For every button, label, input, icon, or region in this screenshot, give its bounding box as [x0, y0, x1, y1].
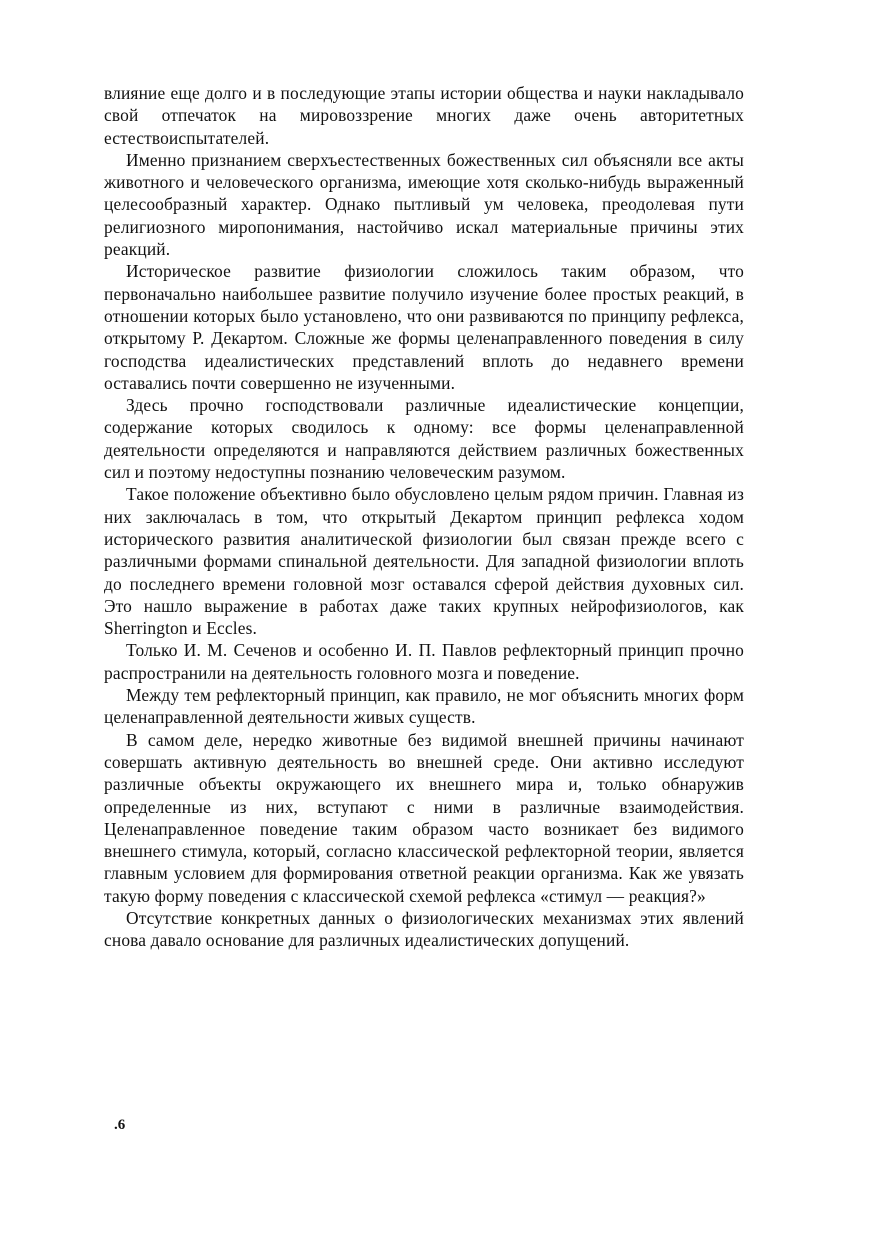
paragraph-2: Именно признанием сверхъестественных божественных сил объясняли все акты животного и человеческого организма, имеющие хотя сколько-нибудь выраженный целесообразный характер. Однако пытливый ум человека, преодолевая пути религиозного миропонимания, настойчиво искал материальные причины этих реакций. [104, 149, 744, 260]
paragraph-4: Здесь прочно господствовали различные идеалистические концепции, содержание которых сводилось к одному: все формы целенаправленной деятельности определяются и направляются действием различных божественных сил и поэтому недоступны познанию человеческим разумом. [104, 395, 744, 483]
page-number: .6 [114, 1117, 126, 1133]
paragraph-6: Только И. М. Сеченов и особенно И. П. Павлов рефлекторный принцип прочно распространили на деятельность головного мозга и поведение. [104, 640, 744, 683]
paragraph-9: Отсутствие конкретных данных о физиологических механизмах этих явлений снова давало основание для различных идеалистических допущений. [104, 907, 744, 951]
paragraph-1: влияние еще долго и в последующие этапы истории общества и науки накладывало свой отпечаток на мировоззрение многих даже очень авторитетных естествоиспытателей. [104, 83, 744, 148]
paragraph-3: Историческое развитие физиологии сложилось таким образом, что первоначально наибольшее развитие получило изучение более простых реакций, в отношении которых было установлено, что они развиваются по принципу рефлекса, открытому Р. Декартом. Сложные же формы целенаправленного поведения в силу господства идеалистических представлений вплоть до недавнего времени оставались почти совершенно не изученными. [104, 261, 744, 393]
body-text [104, 82, 744, 952]
paragraph-5: Такое положение объективно было обусловлено целым рядом причин. Главная из них заключалась в том, что открытый Декартом принцип рефлекса ходом исторического развития аналитической физиологии был связан прежде всего с различными формами спинальной деятельности. Для западной физиологии вплоть до последнего времени головной мозг оставался сферой действия духовных сил. Это нашло выражение в работах даже таких крупных нейрофизиологов, как Sherrington и Eccles. [104, 484, 744, 639]
paragraph-8: В самом деле, нередко животные без видимой внешней причины начинают совершать активную деятельность во внешней среде. Они активно исследуют различные объекты окружающего их внешнего мира и, только обнаружив определенные из них, вступают с ними в различные взаимодействия. Целенаправленное поведение таким образом часто возникает без видимого внешнего стимула, который, согласно классической рефлекторной теории, является главным условием для формирования ответной реакции организма. Как же увязать такую форму поведения с классической схемой рефлекса «стимул — реакция?» [104, 729, 744, 906]
paragraph-7: Между тем рефлекторный принцип, как правило, не мог объяснить многих форм целенаправленной деятельности живых существ. [104, 685, 744, 728]
